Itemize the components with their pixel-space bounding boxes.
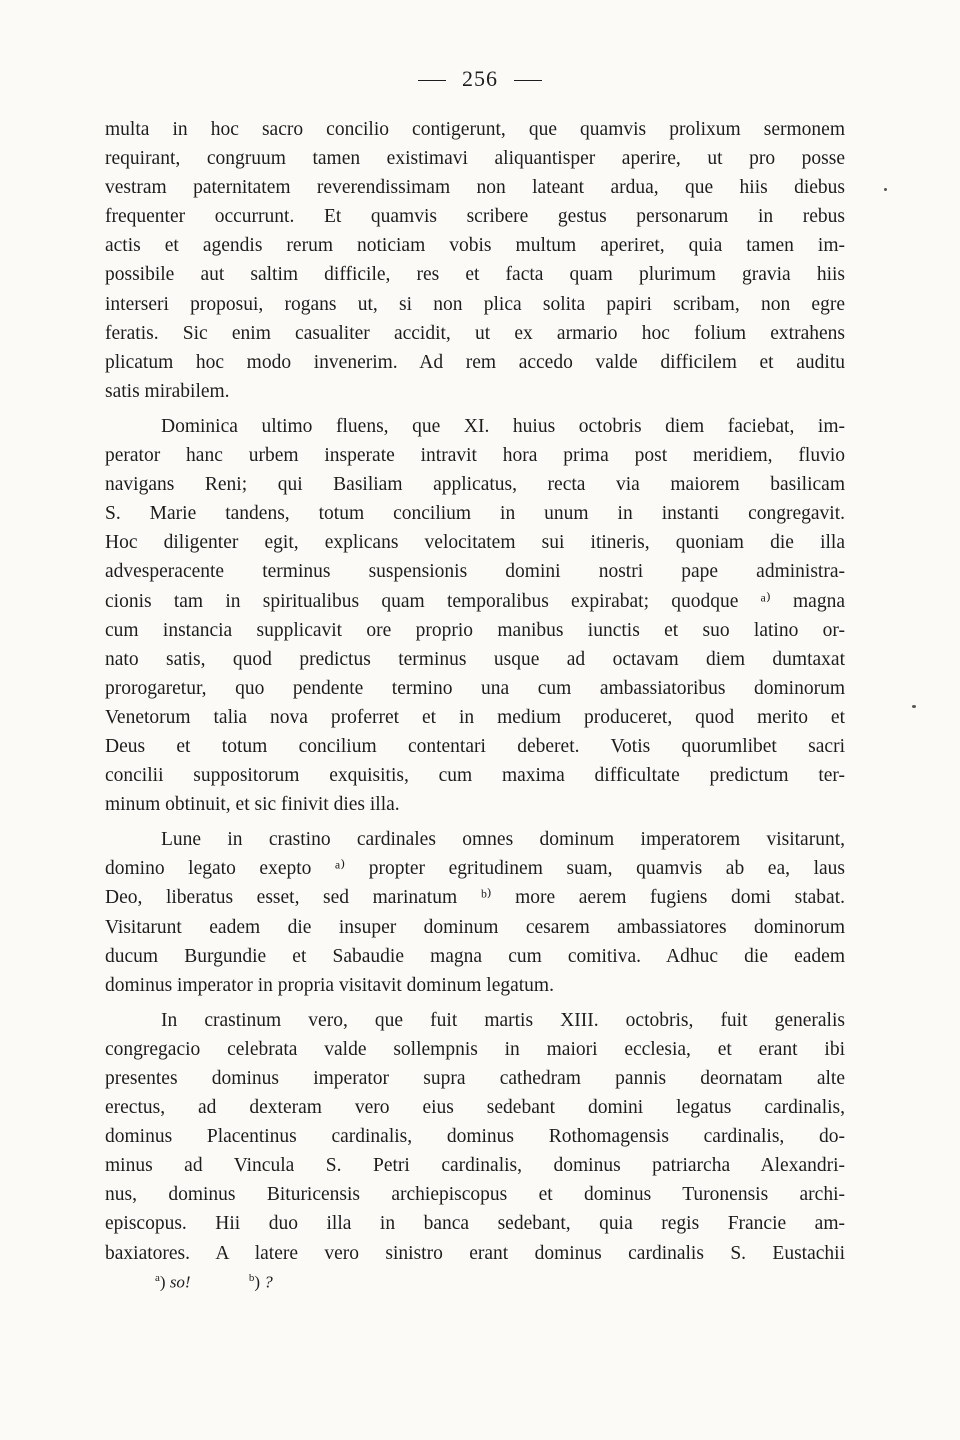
text-line: multa in hoc sacro concilio contigerunt, que quamvis prolixum sermonem — [105, 119, 845, 140]
text-line: nus, dominus Bituricensis archiepiscopus et dominus Turonensis archi- — [105, 1184, 845, 1206]
text-line: erectus, ad dexteram vero eius sedebant domini legatus cardinalis, — [105, 1097, 845, 1119]
text-line: requirant, congruum tamen existimavi aliquantisper aperire, ut pro posse — [105, 148, 845, 170]
text-line: ducum Burgundie et Sabaudie magna cum comitiva. Adhuc die eadem — [105, 945, 845, 967]
footnote-a-mark: a — [155, 1272, 160, 1284]
footnote-b-text: ? — [264, 1272, 273, 1292]
text-line: perator hanc urbem insperate intravit hora prima post meridiem, fluvio — [105, 445, 845, 467]
footnote-b-mark: b — [248, 1272, 255, 1284]
text-line: cum instancia supplicavit ore proprio manibus iunctis et suo latino or- — [105, 619, 845, 641]
text-line: nato satis, quod predictus terminus usque ad octavam diem dumtaxat — [105, 648, 845, 670]
body-text — [105, 115, 845, 1268]
text-line: prorogaretur, quo pendente termino una cum ambassiatoribus dominorum — [105, 677, 845, 699]
footnote-b: $^b$) ? — [248, 1272, 273, 1292]
text-line: frequenter occurrunt. Et quamvis scribere gestus personarum in rebus — [105, 206, 845, 228]
text-line: S. Marie tandens, totum concilium in unum in instanti congregavit. — [105, 503, 845, 525]
page-number — [0, 66, 960, 92]
text-line: presentes dominus imperator supra cathedram pannis deornatam alte — [105, 1068, 845, 1089]
text-line: episcopus. Hii duo illa in banca sedebant, quia regis Francie am- — [105, 1213, 845, 1235]
text-line: Deus et totum concilium contentari deberet. Votis quorumlibet sacri — [105, 735, 845, 757]
text-line: cionis tam in spiritualibus quam temporalibus expirabat; quodque ᵃ⁾ magna — [105, 590, 845, 612]
text-line: Hoc diligenter egit, explicans velocitatem sui itineris, quoniam die illa — [105, 532, 845, 554]
text-line: feratis. Sic enim casualiter accidit, ut ex armario hoc folium extrahens — [105, 322, 845, 344]
dash-right — [514, 80, 542, 81]
text-line: dominus Placentinus cardinalis, dominus Rothomagensis cardinalis, do- — [105, 1126, 845, 1148]
footnotes — [155, 1272, 273, 1293]
text-line: concilii suppositorum exquisitis, cum maxima difficultate predictum ter- — [105, 765, 845, 787]
text-line: Deo, liberatus esset, sed marinatum ᵇ⁾ more aerem fugiens domi stabat. — [105, 887, 845, 909]
dash-left — [418, 80, 446, 81]
text-line: dominus imperator in propria visitavit dominum legatum. — [105, 974, 554, 996]
footnote-a: $^a$) so! — [155, 1272, 191, 1292]
footnote-a-text: so! — [169, 1272, 191, 1292]
text-line: congregacio celebrata valde sollempnis in maiori ecclesia, et erant ibi — [105, 1038, 845, 1060]
text-line: interseri proposui, rogans ut, si non plica solita papiri scribam, non egre — [105, 293, 845, 315]
margin-speck — [884, 188, 887, 191]
text-line: navigans Reni; qui Basiliam applicatus, recta via maiorem basilicam — [105, 474, 845, 496]
text-line: vestram paternitatem reverendissimam non lateant ardua, que hiis diebus — [105, 177, 845, 199]
text-line: plicatum hoc modo invenerim. Ad rem accedo valde difficilem et auditu — [105, 351, 845, 373]
text-line: Venetorum talia nova proferret et in medium produceret, quod merito et — [105, 706, 845, 728]
text-line: domino legato exepto ᵃ⁾ propter egritudinem suam, quamvis ab ea, laus — [105, 858, 845, 880]
text-line: baxiatores. A latere vero sinistro erant dominus cardinalis S. Eustachii — [105, 1242, 845, 1264]
text-line: actis et agendis rerum noticiam vobis multum aperiret, quia tamen im- — [105, 235, 845, 257]
text-line: minum obtinuit, et sic finivit dies illa. — [105, 794, 400, 816]
text-line: advesperacente terminus suspensionis domini nostri pape administra- — [105, 561, 845, 583]
text-line: satis mirabilem. — [105, 380, 230, 402]
paragraph-start: Lune in crastino cardinales omnes dominum imperatorem visitarunt, — [161, 829, 845, 851]
margin-speck — [912, 705, 916, 708]
text-line: possibile aut saltim difficile, res et facta quam plurimum gravia hiis — [105, 264, 845, 286]
paragraph-start: In crastinum vero, que fuit martis XIII. octobris, fuit generalis — [161, 1009, 845, 1031]
text-line: minus ad Vincula S. Petri cardinalis, dominus patriarcha Alexandri- — [105, 1155, 845, 1177]
text-line: Visitarunt eadem die insuper dominum cesarem ambassiatores dominorum — [105, 916, 845, 938]
paragraph-start: Dominica ultimo fluens, que XI. huius octobris diem faciebat, im- — [161, 415, 845, 437]
page-number-text: 256 — [462, 66, 498, 91]
